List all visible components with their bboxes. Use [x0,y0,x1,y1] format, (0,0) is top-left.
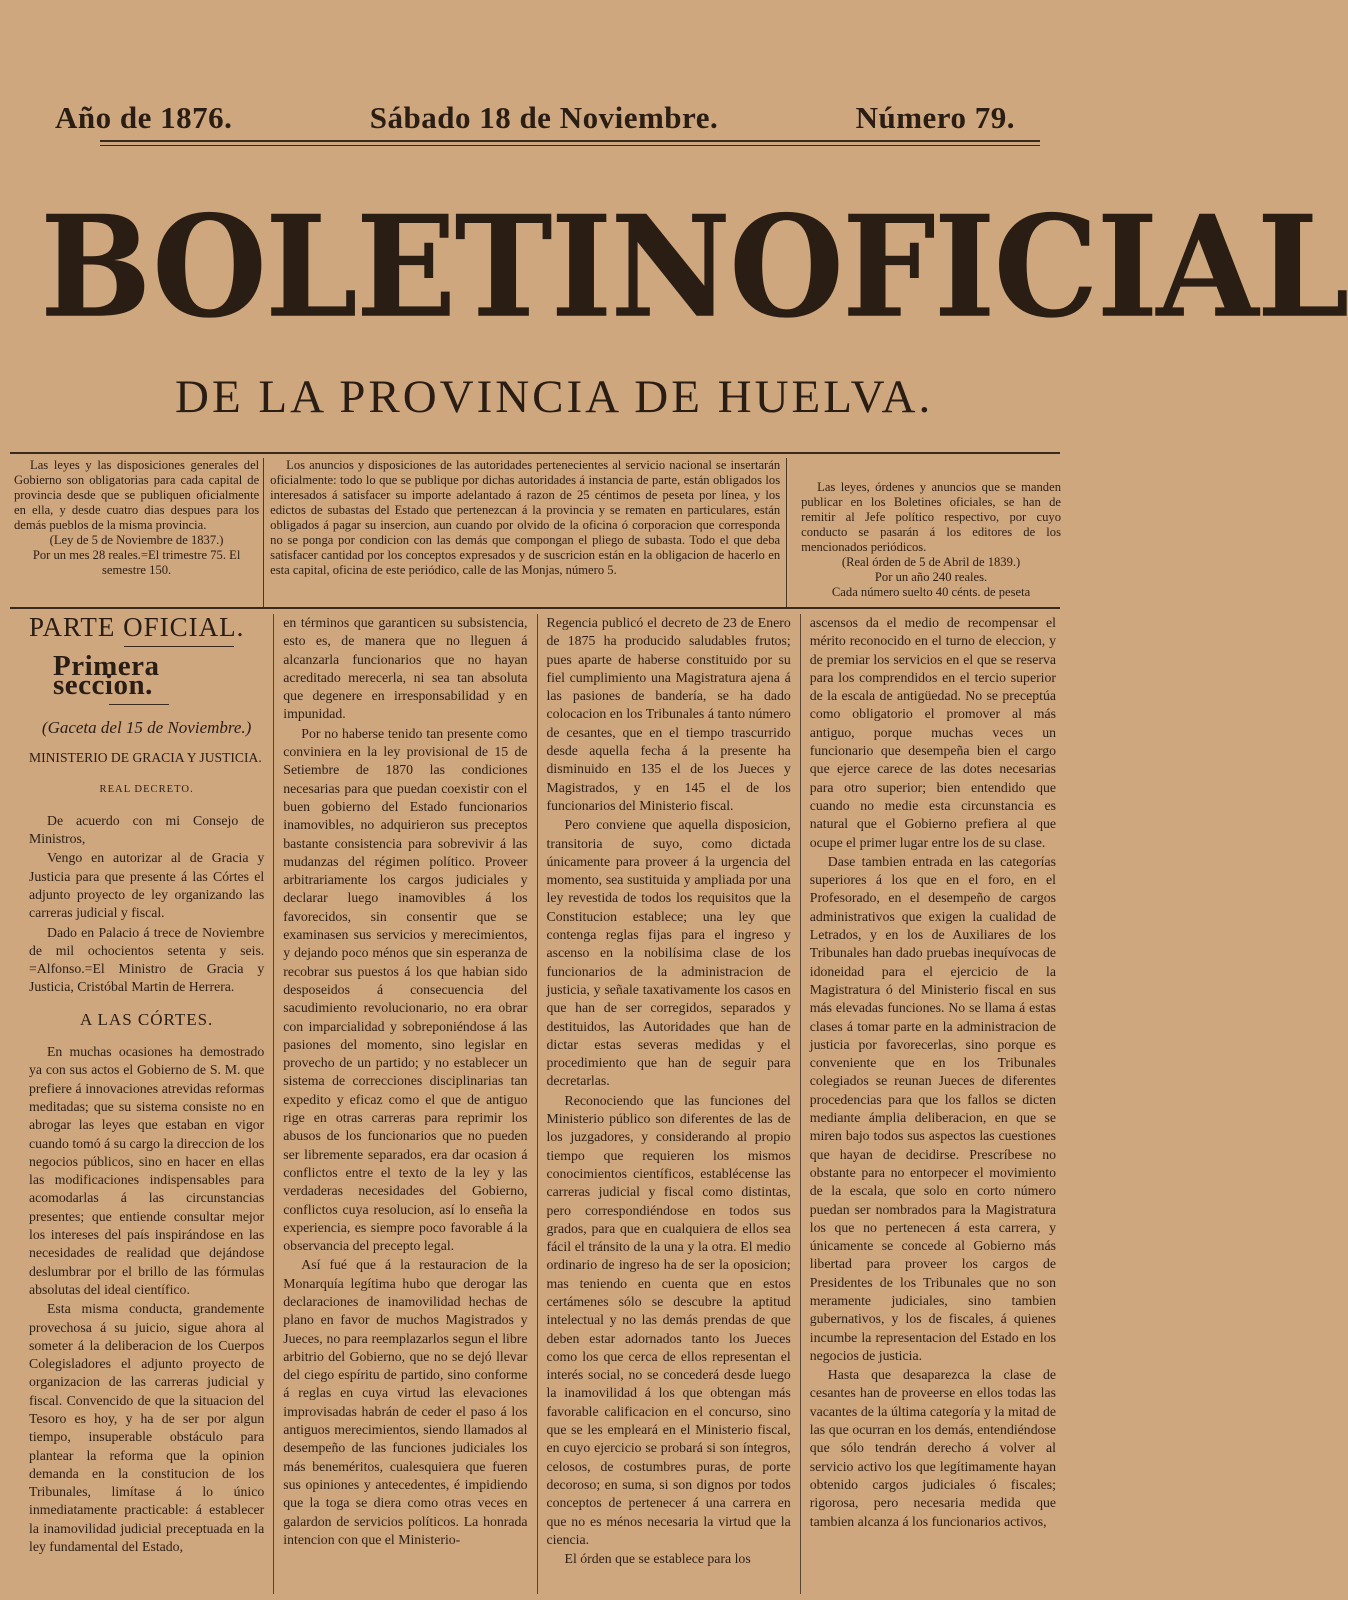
paragraph: Dase tambien entrada en las categorías superiores á los que en el foro, en el Profesorado, en el desempeño de cargos administrativos que exigen la cualidad de Letrados, y en los de Auxiliares de los Tribunales han dado pruebas inequívocas de idoneidad para el ejercicio de la Magistratura ó del Ministerio fiscal en sus más elevadas funciones. No se llama á estas clases á tomar parte en la administracion de justicia por favorecerlas, sino porque es conveniente que en los Tribunales colegiados se reunan Jueces de diferentes procedencias para que los fallos se dicten mediante ámplia deliberacion, en que se miren bajo todos sus aspectos las cuestiones que hayan de decidirse. Prescríbese no obstante para no entorpecer el movimiento de la escala, que solo en corto número puedan ser nombrados para la Magistratura los que no pertenecen á esta carrera, y únicamente se concede al Gobierno más libertad para proveer los cargos de Presidentes de los Tribunales que no son meramente judiciales, sino tambien gubernativos, y los de fiscales, á quienes incumbe la representacion del Estado en los negocios de justicia. [809,853,1056,1363]
notice-left-law: (Ley de 5 de Noviembre de 1837.) [49,533,224,547]
paragraph: Dado en Palacio á trece de Noviembre de mil ochocientos setenta y seis. =Alfonso.=El Ministro de Gracia y Justicia, Cristóbal Martin de Herrera. [29,924,265,995]
notice-right-order: (Real órden de 5 de Abril de 1839.) [841,555,1021,569]
paragraph: De acuerdo con mi Consejo de Ministros, [29,812,265,847]
column-3 [537,614,800,1594]
paragraph: Así fué que á la restauracion de la Monarquía legítima hubo que derogar las declaraciones de inamovilidad hechas de plano en favor de muchos Magistrados y Jueces, no para reemplazarlos segun el libre arbitrio del Gobierno, que no se dejó llevar del ciego espíritu de partido, sino conforme á reglas en cuya virtud las elevaciones improvisadas habrán de ceder el paso á los antiguos merecimientos, siendo llamados al desempeño de las funciones judiciales los más beneméritos, cualesquiera que fueren sus opiniones y antecedentes, é impidiendo que la toga se diera como otras veces en galardon de servicios políticos. La honrada intencion con que el Ministerio- [283,1257,528,1547]
notice-right-single: Cada número suelto 40 cénts. de peseta [831,585,1031,599]
year-label: Año de 1876. [55,100,233,135]
paragraph: Hasta que desaparezca la clase de cesantes han de proveerse en ellos todas las vacantes de la última categoría y la mitad de las que ocurran en los demás, entendiéndose que sólo tendrán derecho á volver al servicio activo los que legítimamente hayan obtenido cargos judiciales ó fiscales; rigorosa, pero necesaria medida que tambien alcanza á los funcionarios activos, [809,1367,1056,1529]
paragraph: ascensos da el medio de recompensar el mérito reconocido en el turno de eleccion, y de premiar los servicios en el que se reserva para los comprendidos en el tercio superior de la escala de antigüedad. No se preceptúa como obligatorio el promover al más antiguo, porque muchas veces un funcionario que desempeña bien el cargo que ejerce carece de las dotes necesarias para otro superior; bien entendido que cuando no medie esta circunstancia es natural que el Gobierno prefiera al que ocupe el primer lugar entre los de su clase. [809,615,1056,850]
notice-center-text: Los anuncios y disposiciones de las autoridades pertenecientes al servicio nacional se insertarán oficialmente: todo lo que se publique por dichas autoridades á instancia de parte, están obligados los interesados á satisfacer su importe adelantado á razon de 25 céntimos de peseta por línea, y los edictos de subastas del Estado que pertenezcan á la provincia y se rematen en particulares, están obligados á pagar su insercion, aun cuando por olvido de la oficina ó corporacion que corresponda no se ponga por condicion con las demás que compongan el pliego de subasta. Todo el que deba satisfacer cantidad por los conceptos expresados y de suscricion están en la obligacion de hacerlo en esta capital, oficina de este periódico, calle de las Monjas, número 5. [270,458,781,577]
paragraph: Regencia publicó el decreto de 23 de Enero de 1875 ha producido saludables frutos; pues aparte de haberse constituido por su fiel cumplimiento una Magistratura ajena á las pasiones de bandería, se ha dado colocacion en los Tribunales á tanto número de cesantes, que en el tiempo trascurrido desde aquella fecha á la presente ha disminuido en 135 el de los Jueces y Magistrados, y en 145 el de los funcionarios del Ministerio fiscal. [546,615,791,813]
masthead-word-right: OFICIAL [729,185,1348,350]
notice-right-text: Las leyes, órdenes y anuncios que se manden publicar en los Boletines oficiales, se han de remitir al Jefe político respectivo, por cuyo conducto se pasarán á los editores de los mencionados periódicos. [801,480,1061,554]
subsection-heading: Primera seccion. [53,650,160,701]
subscription-notices [10,458,1065,608]
paragraph: Esta misma conducta, grandemente provechosa á su juicio, sigue ahora al someter á la deliberacion de los Cuerpos Colegisladores el adjunto proyecto de organizacion de las carreras judicial y fiscal. Convencido de que la situacion del Tesoro es hoy, y ha de ser por algun tiempo, insuperable obstáculo para plantear la reforma que la opinion demanda en la constitucion de los Tribunales, limítase á lo único inmediatamente practicable: á establecer la inamovilidad judicial preceptuada en la ley fundamental del Estado, [29,1301,265,1555]
decree-heading: REAL DECRETO. [99,784,194,796]
date-label: Sábado 18 de Noviembre. [369,100,719,135]
address-heading: A LAS CÓRTES. [79,1009,214,1029]
paragraph: Pero conviene que aquella disposicion, transitoria de suyo, como dictada únicamente para proveer á la urgencia del momento, sea sustituida y ampliada por una ley revestida de todos los requisitos que la Constitucion establece; una ley que contenga reglas fijas para el ingreso y ascenso en la nobilísima clase de los funcionarios de la administracion de justicia, y señale taxativamente los casos en que han de ser corregidos, separados y destituidos, las Autoridades que han de dictar estas severas medidas y el procedimiento que han de seguir para decretarlas. [546,817,791,1089]
notice-right [787,458,1065,608]
dateline-rule-2 [100,145,1040,146]
article-body [20,614,1065,1594]
masthead [40,178,1348,358]
notice-left-text: Las leyes y las disposiciones generales del Gobierno son obligatorias para cada capital de provincia desde que se publiquen oficialmente en ella, y desde cuatro dias despues para los demás pueblos de la misma provincia. [14,458,260,532]
subsection-rule [109,704,169,705]
paragraph: en términos que garanticen su subsistencia, esto es, de manera que no lleguen á alcanzarla funcionarios que no hayan acreditado merecerla, ni sea tan absoluta que degenere en irresponsabilidad y en impunidad. [283,615,528,722]
dateline-rule [100,140,1040,142]
heading-rule [124,646,234,647]
column-4 [800,614,1065,1594]
ministry-heading: MINISTERIO DE GRACIA Y JUSTICIA. [29,750,262,766]
dateline [55,100,1015,136]
masthead-subtitle: DE LA PROVINCIA DE HUELVA. [175,371,934,423]
column-2 [273,614,536,1594]
issue-number: Número 79. [855,100,1015,135]
notices-bottom-rule [10,607,1060,609]
column-1 [20,614,273,1594]
notice-left [10,458,263,608]
section-heading: PARTE OFICIAL. [29,612,245,642]
notices-top-rule [10,452,1060,454]
notice-center [263,458,787,608]
gazette-reference: (Gaceta del 15 de Noviembre.) [41,717,252,737]
notice-right-price: Por un año 240 reales. [874,570,988,584]
paragraph: El órden que se establece para los [564,1551,751,1567]
paragraph: Vengo en autorizar al de Gracia y Justicia para que presente á las Córtes el adjunto proyecto de ley organizando las carreras judicial y fiscal. [29,850,265,921]
paragraph: En muchas ocasiones ha demostrado ya con sus actos el Gobierno de S. M. que prefiere á innovaciones atrevidas reformas meditadas; que su sistema consiste no en abrogar las leyes que estaban en vigor cuando tomó á su cargo la direccion de los negocios públicos, sino en hacer en ellas las modificaciones indispensables para acomodarlas á las circunstancias presentes; que entiende consultar mejor los intereses del país inspirándose en las necesidades de realidad que dejándose deslumbrar por el brillo de las fórmulas absolutas del ideal científico. [29,1044,265,1297]
paragraph: Por no haberse tenido tan presente como conviniera en la ley provisional de 15 de Setiembre de 1870 las condiciones necesarias para que puedan coexistir con el buen gobierno del Estado funcionarios inamovibles, no adquirieron sus preceptos bastante consistencia para sobrevivir á las mudanzas del régimen político. Proveer arbitrariamente los cargos judiciales y declarar luego inamovibles á los favorecidos, sin consentir que se examinasen sus servicios y merecimientos, y dejando poco ménos que sin esperanza de recobrar sus puestos á los que habian sido desposeidos á consecuencia del sacudimiento revolucionario, no era obrar con imparcialidad y sobreponiéndose á las pasiones del momento, sino legislar en provecho de un partido; y no establecer un sistema de correcciones disciplinarias tan expedito y eficaz como el que de antiguo rige en otras carreras para reprimir los abusos de los funcionarios que no pueden ser libremente separados, era dar ocasion á conflictos entre el texto de la ley y las verdaderas necesidades del Gobierno, conflictos cuya resolucion, así lo enseña la experiencia, es siempre poco favorable á la observancia del precepto legal. [283,725,528,1254]
notice-left-price: Por un mes 28 reales.=El trimestre 75. El semestre 150. [32,548,241,577]
paragraph: Reconociendo que las funciones del Ministerio público son diferentes de las de los juzgadores, y considerando al propio tiempo que requieren los mismos conocimientos científicos, establécense las carreras judicial y fiscal como distintas, pero correspondiéndose en todos sus grados, para que en cualquiera de ellos sea fácil el tránsito de la una y la otra. El medio ordinario de ingreso ha de ser la oposicion; mas teniendo en cuenta que en estos certámenes sólo se descubre la aptitud intelectual y no las demás prendas de que deben estar adornados tanto los Jueces como los que cerca de ellos representan el interés social, no se concederá desde luego la inamovilidad á los que obtengan más favorable calificacion en el concurso, sino que se les empleará en el Ministerio fiscal, en cuyo ejercicio se probará si son íntegros, celosos, de costumbres puras, de porte decoroso; en suma, si son dignos por todos conceptos de pertenecer á una carrera en que no es ménos necesaria la virtud que la ciencia. [546,1092,791,1547]
masthead-word-left: BOLETIN [40,185,730,350]
